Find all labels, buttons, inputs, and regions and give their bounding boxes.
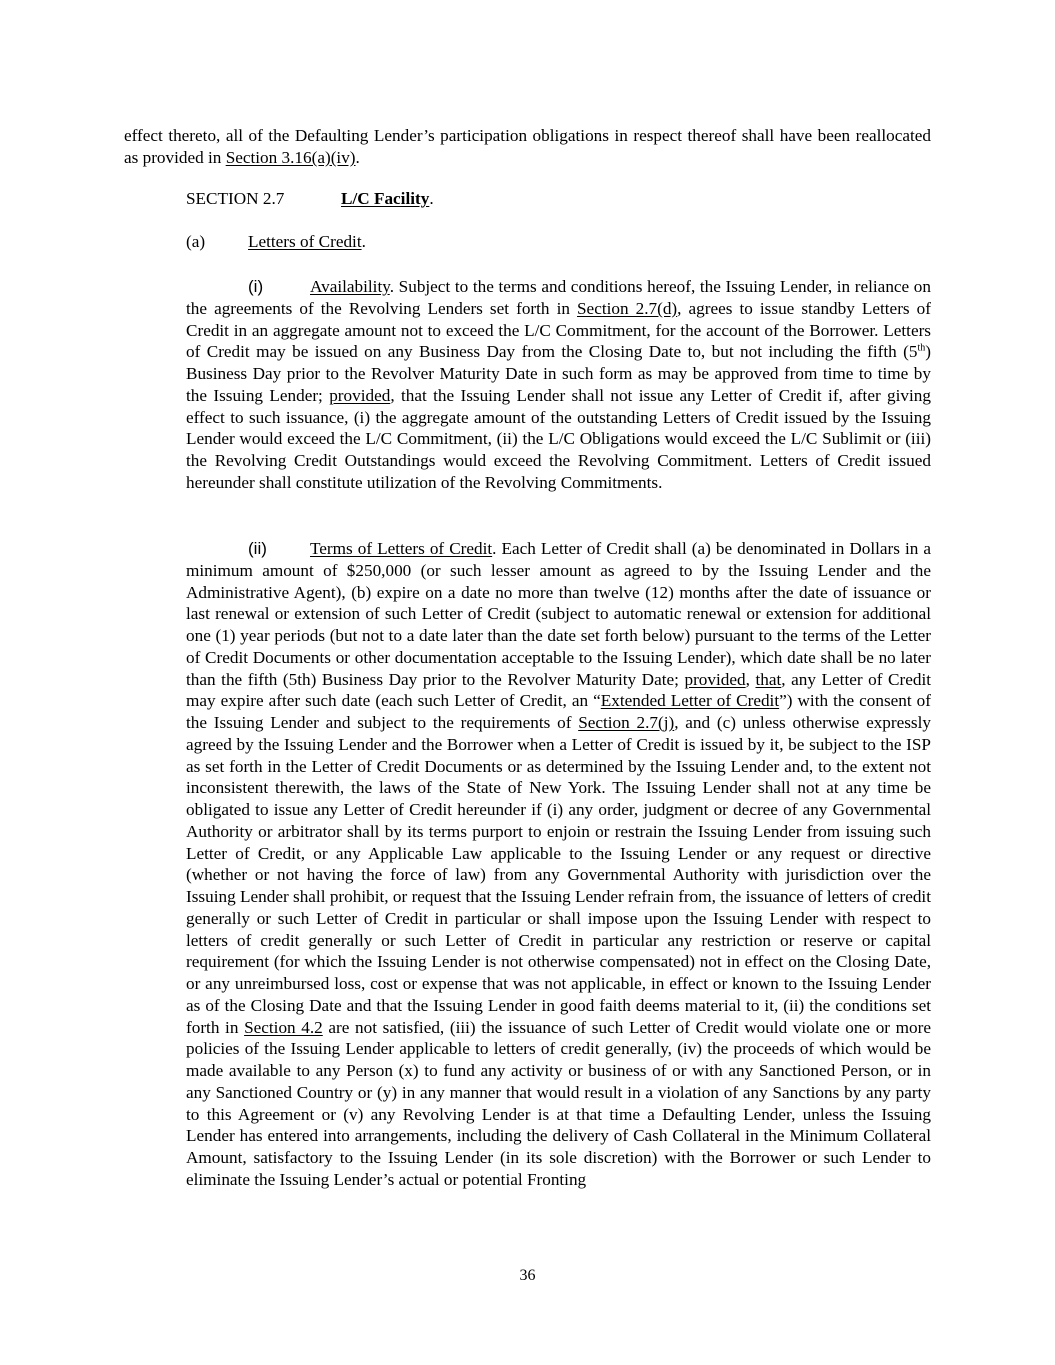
defined-term: Extended Letter of Credit [600,691,780,711]
paragraph-text: ”) with the consent of the Issuing Lender and subject to the requirements of [186,691,931,732]
section-reference-link: Section 4.2 [244,1017,323,1037]
clause-label: (i) [248,277,264,296]
paragraph-text: . Subject to the terms and conditions hereof, the Issuing Lender, in reliance on the agreements of the Revolving Lenders set forth in [186,277,931,318]
section-reference-link: Section 2.7(j) [578,713,675,732]
clause-heading: Terms of Letters of Credit [310,539,493,558]
section-title-suffix: . [429,189,434,208]
superscript: th [917,342,926,354]
clause-heading: Availability [310,277,390,296]
paragraph-text: , that the Issuing Lender shall not issue any Letter of Credit if, after giving effect to such issuance, (i) the aggregate amount of the outstanding Letters of Credit issued by the Issuing Lender would exceed the L/C Commitment, (ii) the L/C Obligations would exceed the L/C Sublimit or (iii) the Revolving Credit Outstandings would exceed the Revolving Commitment. Letters of Credit issued hereunder shall constitute utilization of the Revolving Commitments. [186,385,931,492]
subsection-label: (a) [186,232,206,251]
clause-label: (ii) [248,539,267,558]
clause-ii-paragraph [186,538,931,1191]
paragraph-text: effect thereto, all of the Defaulting Lender’s participation obligations in respect thereof shall have been reallocated as provided in [124,126,931,167]
paragraph-text: . [355,147,360,167]
section-title: L/C Facility [341,189,430,208]
paragraph-text: , [745,669,756,689]
that-term: that [755,669,782,689]
section-heading [186,188,434,210]
subsection-title: Letters of Credit [248,232,362,251]
paragraph-text: , any Letter of Credit may expire after such date (each such Letter of Credit, an “ [186,669,932,711]
provided-term: provided [684,669,746,689]
section-reference-link: Section 3.16(a)(iv) [225,147,356,167]
provided-term: provided [329,385,391,405]
subsection-title-suffix: . [361,232,366,251]
paragraph-text: , agrees to issue standby Letters of Credit in an aggregate amount not to exceed the L/C Commitment, for the account of the Borrower. Letters of Credit may be issued on any Business Day from the Closing Date to, but not including the fifth (5 [186,298,931,362]
paragraph-text: ) Business Day prior to the Revolver Maturity Date in such form as may be approved from time to time by the Issuing Lender; [186,342,931,405]
clause-i-paragraph [186,276,931,494]
paragraph-text: are not satisfied, (iii) the issuance of such Letter of Credit would violate one or more policies of the Issuing Lender applicable to letters of credit generally, (iv) the proceeds of which would be made available to any Person (x) to fund any activity or business of or with any Sanctioned Person, or in any Sanctioned Country or (y) in any manner that would result in a violation of any Sanctions by any party to this Agreement or (v) any Revolving Lender is at that time a Defaulting Lender, unless the Issuing Lender has entered into arrangements, including the delivery of Cash Collateral in the Minimum Collateral Amount, satisfactory to the Issuing Lender (in its sole discretion) with the Borrower or such Lender to eliminate the Issuing Lender’s actual or potential Fronting [186,1017,931,1189]
paragraph-text: , and (c) unless otherwise expressly agreed by the Issuing Lender and the Borrower when a Letter of Credit is issued by it, be subject to the ISP as set forth in the Letter of Credit Documents or as determined by the Issuing Lender and, to the extent not inconsistent therewith, the laws of the State of New York. The Issuing Lender shall not at any time be obligated to issue any Letter of Credit hereunder if (i) any order, judgment or decree of any Governmental Authority or arbitrator shall by its terms purport to enjoin or restrain the Issuing Lender from issuing such Letter of Credit, or any Applicable Law applicable to the Issuing Lender or any request or directive (whether or not having the force of law) from any Governmental Authority with jurisdiction over the Issuing Lender shall prohibit, or request that the Issuing Lender refrain from, the issuance of letters of credit generally or such Letter of Credit in particular or shall impose upon the Issuing Lender with respect to letters of credit generally or such Letter of Credit in particular any restriction or reserve or capital requirement (for which the Issuing Lender is not otherwise compensated) not in effect on the Closing Date, or any unreimbursed loss, cost or expense that was not applicable, in effect or known to the Issuing Lender as of the Closing Date and that the Issuing Lender in good faith deems material to it, (ii) the conditions set forth in [186,713,931,1037]
subsection-heading [186,231,366,253]
continuation-paragraph [124,125,931,169]
page-number: 36 [519,1267,536,1284]
paragraph-text: . Each Letter of Credit shall (a) be denominated in Dollars in a minimum amount of $250,000 (or such lesser amount as agreed to by the Issuing Lender and the Administrative Agent), (b) expire on a date no more than twelve (12) months after the date of issuance or last renewal or extension of such Letter of Credit (subject to automatic renewal or extension for additional one (1) year periods (but not to a date later than the date set forth below) pursuant to the terms of the Letter of Credit Documents or other documentation acceptable to the Issuing Lender), which date shall be no later than the fifth (5th) Business Day prior to the Revolver Maturity Date; [186,539,931,689]
section-reference-link: Section 2.7(d) [577,298,678,318]
section-number: SECTION 2.7 [186,189,285,208]
